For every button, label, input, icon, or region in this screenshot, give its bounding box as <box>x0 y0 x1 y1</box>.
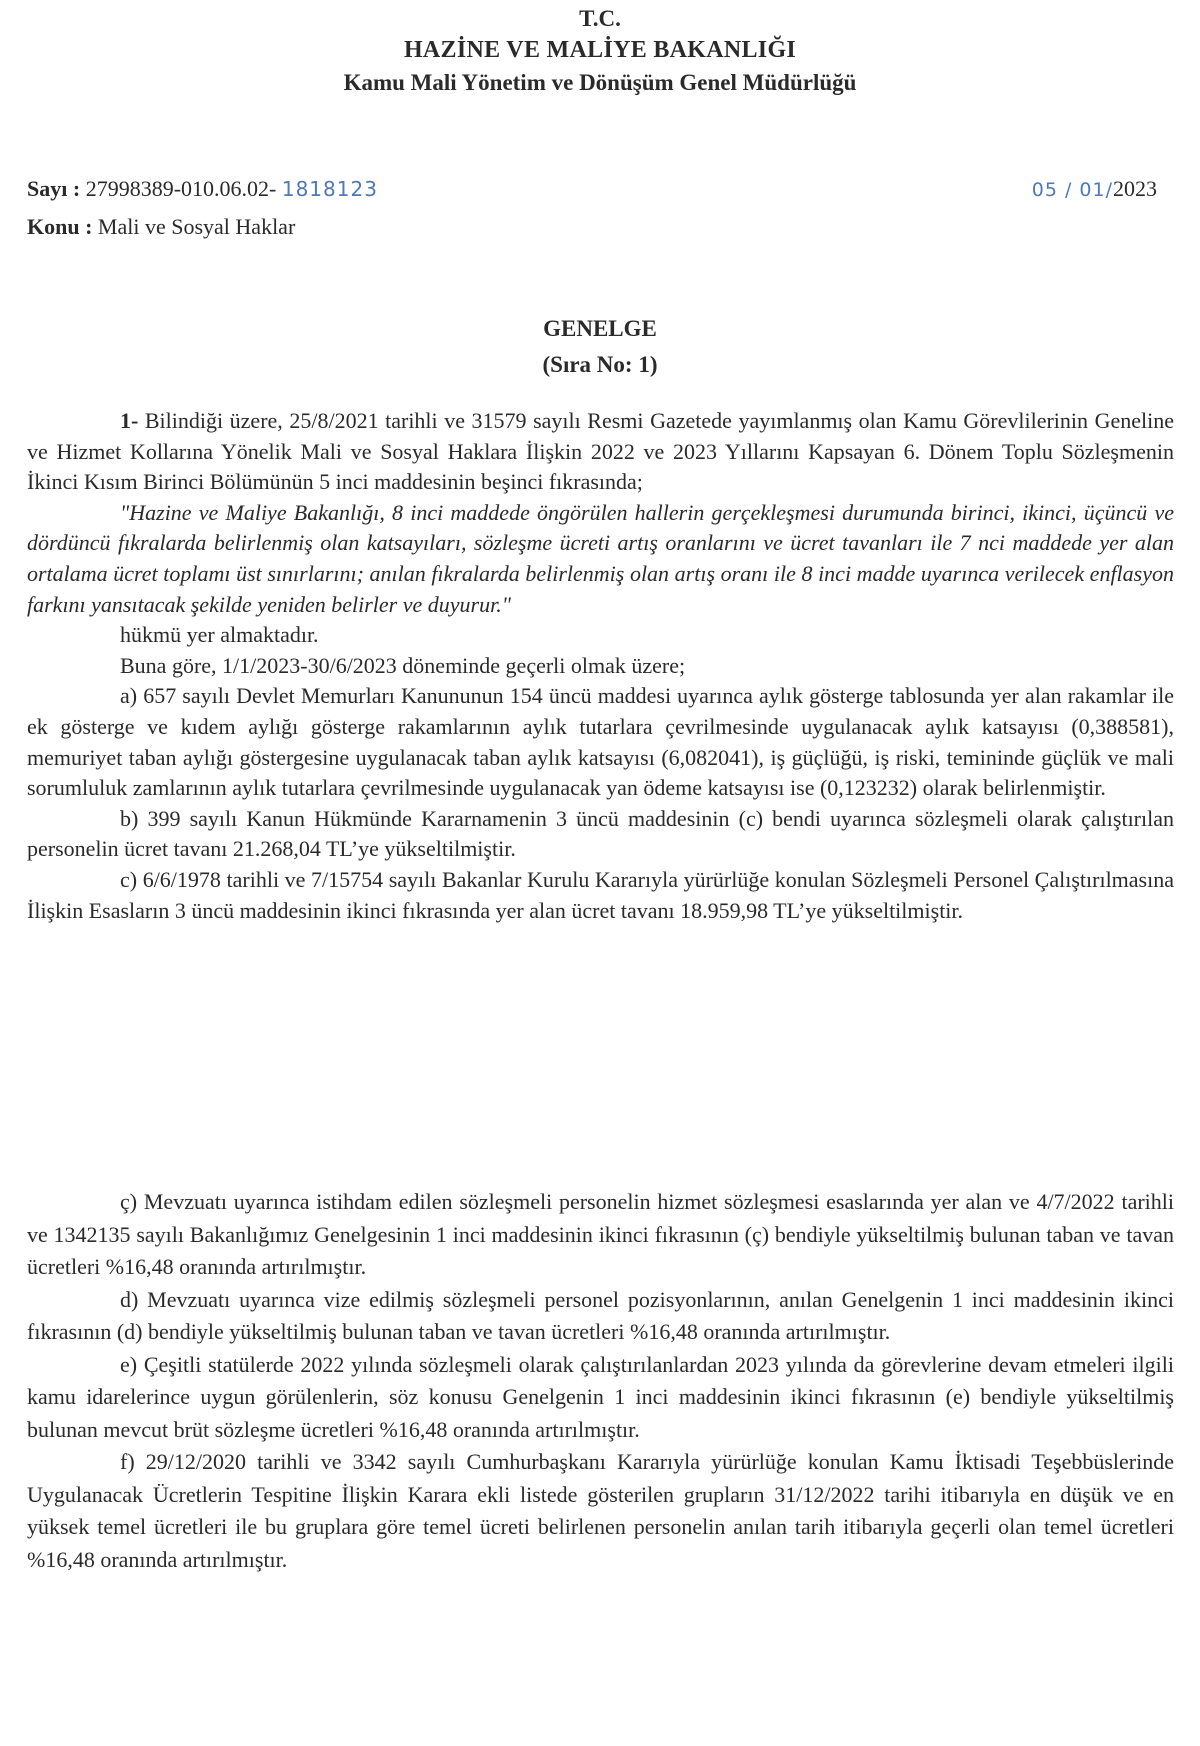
sayi-separator: : <box>67 176 86 201</box>
clause-b: b) 399 sayılı Kanun Hükmünde Kararnamenin 3 üncü maddesinin (c) bendi uyarınca sözleşmeli olarak çalıştırılan personelin ücret tavanı 21.268,04 TL’ye yükseltilmiştir. <box>27 805 1174 862</box>
clause-a: a) 657 sayılı Devlet Memurları Kanununun 154 üncü maddesi uyarınca aylık gösterge tablosunda yer alan rakamlar ile ek gösterge ve kıdem aylığı gösterge rakamlarının aylık tutarlara çevrilmesinde uygulanacak aylık katsayısı (0,388581), memuriyet taban aylığı göstergesine uygulanacak taban aylık katsayısı (6,082041), iş güçlüğü, iş riski, temininde güçlük ve mali sorumluluk zamlarının aylık tutarlara çevrilmesinde uygulanacak yan ödeme katsayısı ise (0,123232) olarak belirlenmiştir. <box>27 683 1174 801</box>
clause-f: f) 29/12/2020 tarihli ve 3342 sayılı Cumhurbaşkanı Kararıyla yürürlüğe konulan Kamu İktisadi Teşebbüslerinde Uygulanacak Ücretlerin Tespitine İlişkin Karara ekli listede gösterilen grupların 31/12/2022 tarihi itibarıyla en düşük ve en yüksek temel ücretleri ile bu gruplara göre temel ücreti belirlenen personelin anılan tarih itibarıyla geçerli olan temel ücretleri %16,48 oranında artırılmıştır. <box>27 1449 1174 1572</box>
document-date <box>1032 176 1157 202</box>
paragraph-1 <box>27 406 1174 498</box>
clause-c: c) 6/6/1978 tarihli ve 7/15754 sayılı Bakanlar Kurulu Kararıyla yürürlüğe konulan Sözleşmeli Personel Çalıştırılmasına İlişkin Esasların 3 üncü maddesinin ikinci fıkrasında yer alan ücret tavanı 18.959,98 TL’ye yükseltilmiştir. <box>27 866 1174 923</box>
body-block-2 <box>27 1186 1174 1576</box>
date-handwritten: 05 / 01/ <box>1031 179 1113 201</box>
paragraph-buna-gore: Buna göre, 1/1/2023-30/6/2023 döneminde geçerli olmak üzere; <box>120 652 686 678</box>
header-tc: T.C. <box>579 6 621 31</box>
paragraph-1-text: Bilindiği üzere, 25/8/2021 tarihli ve 31579 sayılı Resmi Gazetede yayımlanmış olan Kamu Görevlilerinin Geneline ve Hizmet Kollarına Yönelik Mali ve Sosyal Haklara İlişkin 2022 ve 2023 Yıllarını Kapsayan 6. Dönem Toplu Sözleşmenin İkinci Kısım Birinci Bölümünün 5 inci maddesinin beşinci fıkrasında; <box>27 408 1174 495</box>
quoted-provision: "Hazine ve Maliye Bakanlığı, 8 inci maddede öngörülen hallerin gerçekleşmesi durumunda birinci, ikinci, üçüncü ve dördüncü fıkralarda belirlenmiş olan katsayıları, sözleşme ücreti artış oranlarını ve ücret tavanları ile 7 nci maddede yer alan ortalama ücret toplamı üst sınırlarını; anılan fıkralarda belirlenmiş olan artış oranı ile 8 inci madde uyarınca verilecek enflasyon farkını yansıtacak şekilde yeniden belirler ve duyurur." <box>27 499 1174 617</box>
konu-line <box>27 214 295 240</box>
header-ministry: HAZİNE VE MALİYE BAKANLIĞI <box>403 37 797 63</box>
sayi-value: 27998389-010.06.02- <box>85 176 282 201</box>
paragraph-1-number: 1- <box>120 408 139 433</box>
clause-c-cedilla: ç) Mevzuatı uyarınca istihdam edilen sözleşmeli personelin hizmet sözleşmesi esaslarında yer alan ve 4/7/2022 tarihli ve 1342135 sayılı Bakanlığımız Genelgesinin 1 inci maddesinin ikinci fıkrasının (ç) bendiyle yükseltilmiş bulunan taban ve tavan ücretleri %16,48 oranında artırılmıştır. <box>27 1189 1174 1279</box>
sayi-line <box>27 176 378 202</box>
konu-value: Mali ve Sosyal Haklar <box>97 214 296 239</box>
konu-label: Konu <box>27 214 80 239</box>
clause-e: e) Çeşitli statülerde 2022 yılında sözleşmeli olarak çalıştırılanlardan 2023 yılında da görevlerine devam etmeleri ilgili kamu idarelerince uygun görülenlerin, söz konusu Genelgenin 1 inci maddesinin ikinci fıkrasının (e) bendiyle yükseltilmiş bulunan mevcut brüt sözleşme ücretleri %16,48 oranında artırılmıştır. <box>27 1351 1174 1442</box>
paragraph-hukmu: hükmü yer almaktadır. <box>120 622 319 648</box>
sayi-label: Sayı <box>27 176 68 201</box>
konu-separator: : <box>79 214 98 239</box>
body-block-1 <box>27 406 1174 926</box>
header-directorate: Kamu Mali Yönetim ve Dönüşüm Genel Müdürlüğü <box>343 70 857 95</box>
document-subtitle: (Sıra No: 1) <box>542 352 658 377</box>
clause-d: d) Mevzuatı uyarınca vize edilmiş sözleşmeli personel pozisyonlarının, anılan Genelgenin 1 inci maddesinin ikinci fıkrasının (d) bendiyle yükseltilmiş bulunan taban ve tavan ücretleri %16,48 oranında artırılmıştır. <box>27 1286 1174 1344</box>
document-title: GENELGE <box>543 316 657 341</box>
sayi-handwritten-number: 1818123 <box>281 177 378 201</box>
date-year: 2023 <box>1113 176 1157 201</box>
